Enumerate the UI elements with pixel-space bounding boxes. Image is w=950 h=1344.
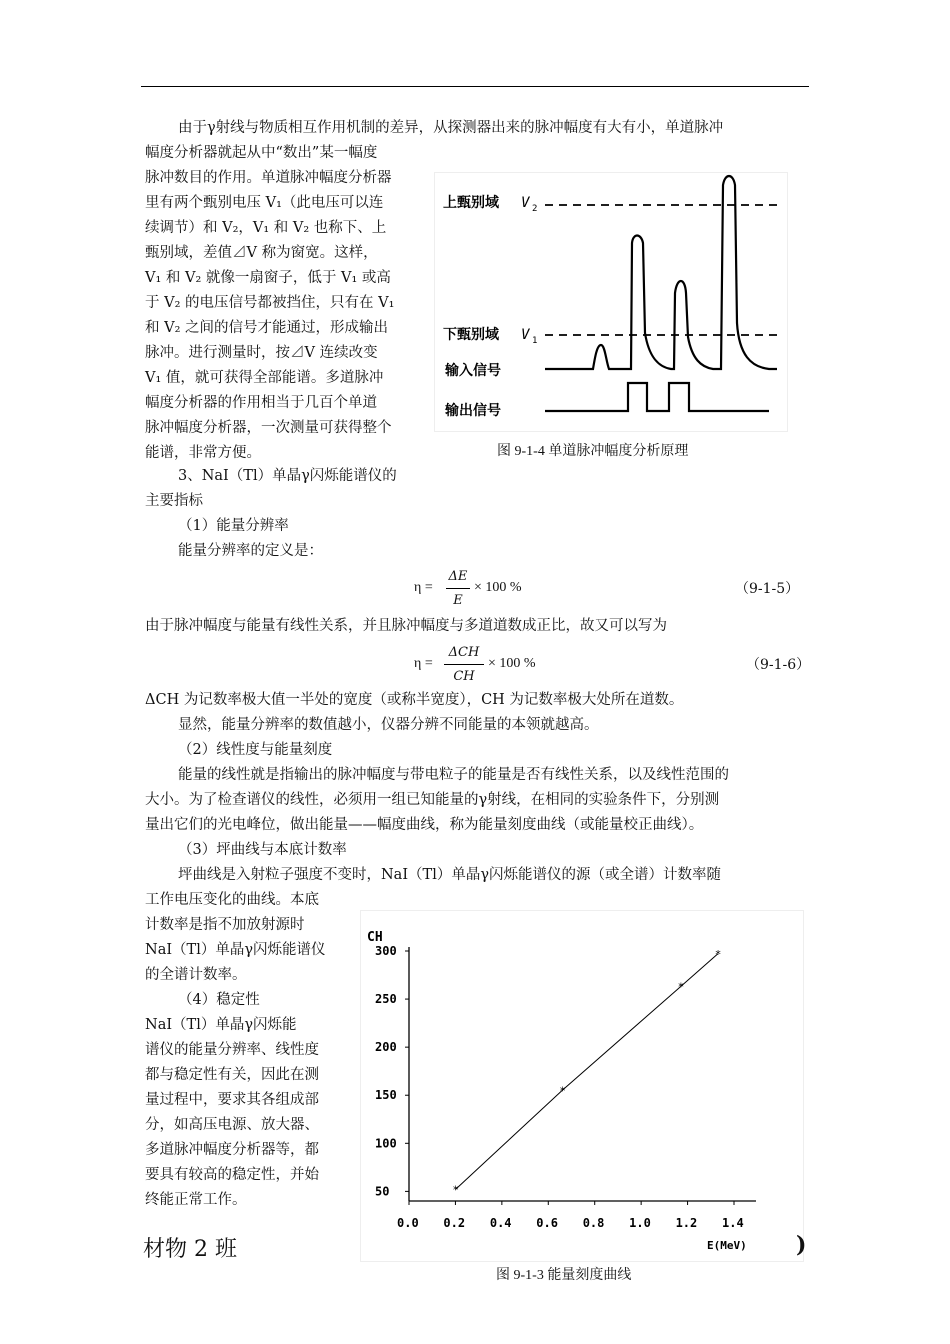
paragraph-line: 于 V₂ 的电压信号都被挡住，只有在 V₁ <box>145 295 395 311</box>
paragraph-line: 由于γ射线与物质相互作用机制的差异，从探测器出来的脉冲幅度有大有小，单道脉冲 <box>178 120 724 136</box>
eq1-lhs: η = <box>414 580 433 595</box>
paragraph-line: NaI（Tl）单晶γ闪烁能 <box>145 1017 297 1033</box>
eq2-denominator: CH <box>453 669 475 684</box>
output-signal-label: 输出信号 <box>445 403 501 419</box>
paragraph-line: 由于脉冲幅度与能量有线性关系，并且脉冲幅度与多道道数成正比，故又可以写为 <box>145 618 667 634</box>
paragraph-line: 甄别域，差值⊿V 称为窗宽。这样， <box>145 245 378 261</box>
paragraph-line: 脉冲。进行测量时，按⊿V 连续改变 <box>145 345 378 361</box>
eq2-number: （9-1-6） <box>746 657 811 673</box>
x-tick-label: 0.8 <box>582 1216 605 1230</box>
x-tick-label: 1.4 <box>722 1216 744 1230</box>
paragraph-line: 坪曲线是入射粒子强度不变时，NaI（Tl）单晶γ闪烁能谱仪的源（或全谱）计数率随 <box>178 867 722 883</box>
eq1-rhs: × 100 % <box>474 580 522 595</box>
paragraph-line: 幅度分析器的作用相当于几百个单道 <box>145 395 377 411</box>
paragraph-line: 终能正常工作。 <box>145 1192 247 1208</box>
chart-ylabel: CH <box>367 930 383 945</box>
x-tick-label: 0.4 <box>489 1216 512 1230</box>
eq2-rhs: × 100 % <box>488 656 536 671</box>
paragraph-line: 脉冲幅度分析器，一次测量可获得整个 <box>145 420 392 436</box>
paragraph-line: 量出它们的光电峰位，做出能量——幅度曲线，称为能量刻度曲线（或能量校正曲线）。 <box>145 817 704 833</box>
footer-class-label: 材物 2 班 <box>143 1237 237 1262</box>
subheading-resolution: （1）能量分辨率 <box>178 518 289 534</box>
paragraph-line: 工作电压变化的曲线。本底 <box>145 892 319 908</box>
paragraph-line: 谱仪的能量分辨率、线性度 <box>145 1042 319 1058</box>
subheading-stability: （4）稳定性 <box>178 992 260 1008</box>
figure-single-channel-analyzer <box>434 172 788 432</box>
paragraph-line: ΔCH 为记数率极大值一半处的宽度（或称半宽度），CH 为记数率极大处所在道数。 <box>145 692 684 708</box>
y-tick-label: 250 <box>375 992 397 1007</box>
eq1-numerator: ΔE <box>448 569 468 584</box>
footer-page-mark: ) <box>796 1232 807 1258</box>
paragraph-line: 和 V₂ 之间的信号才能通过，形成输出 <box>145 320 389 336</box>
section-heading: 3、NaI（Tl）单晶γ闪烁能谱仪的 <box>178 468 397 484</box>
x-tick-label: 1.0 <box>629 1216 651 1230</box>
paragraph-line: 要具有较高的稳定性，并始 <box>145 1167 319 1183</box>
paragraph-line: 里有两个甄别电压 V₁（此电压可以连 <box>145 195 384 211</box>
data-point-marker: * <box>559 1084 566 1098</box>
figure-energy-calibration <box>360 910 807 1262</box>
eq2-fraction-bar <box>444 664 484 665</box>
paragraph-line: 的全谱计数率。 <box>145 967 247 983</box>
paragraph-line: 计数率是指不加放射源时 <box>145 917 305 933</box>
x-tick-label: 0.2 <box>443 1216 466 1230</box>
y-tick-label: 200 <box>375 1040 397 1055</box>
paragraph-line: 脉冲数目的作用。单道脉冲幅度分析器 <box>145 170 392 186</box>
eq1-fraction-bar <box>446 588 470 589</box>
eq2-numerator: ΔCH <box>448 645 480 660</box>
section-heading-cont: 主要指标 <box>145 493 203 509</box>
paragraph-line: 能量的线性就是指输出的脉冲幅度与带电粒子的能量是否有线性关系，以及线性范围的 <box>178 767 729 783</box>
v1-label: V <box>521 327 530 343</box>
v1-sub: 1 <box>532 336 538 346</box>
lower-threshold-label: 下甄别域 <box>443 327 499 343</box>
y-tick-label: 100 <box>375 1136 397 1151</box>
x-tick-label: 0.0 <box>397 1216 419 1230</box>
paragraph-line: 幅度分析器就起从中“数出”某一幅度 <box>145 145 378 161</box>
paragraph-line: 分，如高压电源、放大器、 <box>145 1117 319 1133</box>
chart-xlabel: E(MeV) <box>707 1239 747 1252</box>
paragraph-line: 都与稳定性有关，因此在测 <box>145 1067 319 1083</box>
data-point-marker: * <box>677 980 685 994</box>
paragraph-line: 量过程中，要求其各组成部 <box>145 1092 319 1108</box>
header-rule <box>141 86 809 87</box>
eq2-lhs: η = <box>414 656 433 671</box>
eq1-denominator: E <box>453 593 463 608</box>
paragraph-line: NaI（Tl）单晶γ闪烁能谱仪 <box>145 942 326 958</box>
y-tick-label: 50 <box>375 1184 390 1199</box>
subheading-plateau: （3）坪曲线与本底计数率 <box>178 842 347 858</box>
definition-intro: 能量分辨率的定义是： <box>178 543 323 559</box>
input-signal-label: 输入信号 <box>445 363 501 379</box>
x-tick-label: 0.6 <box>536 1216 558 1230</box>
figure2-caption: 图 9-1-3 能量刻度曲线 <box>496 1268 632 1283</box>
calibration-chart <box>361 911 803 1261</box>
subheading-linearity: （2）线性度与能量刻度 <box>178 742 333 758</box>
paragraph-line: V₁ 值，就可获得全部能谱。多道脉冲 <box>145 370 384 386</box>
paragraph-line: 多道脉冲幅度分析器等，都 <box>145 1142 319 1158</box>
analyzer-diagram <box>435 173 787 431</box>
paragraph-line: 大小。为了检查谱仪的线性，必须用一组已知能量的γ射线，在相同的实验条件下，分别测 <box>145 792 720 808</box>
paragraph-line: 能谱，非常方便。 <box>145 445 261 461</box>
upper-threshold-label: 上甄别域 <box>443 195 499 211</box>
paragraph-line: 续调节）和 V₂，V₁ 和 V₂ 也称下、上 <box>145 220 387 236</box>
v2-label: V <box>521 195 530 211</box>
data-point-marker: * <box>714 947 722 961</box>
data-point-marker: * <box>452 1183 460 1197</box>
y-tick-label: 150 <box>375 1088 397 1103</box>
paragraph-line: 显然，能量分辨率的数值越小，仪器分辨不同能量的本领就越高。 <box>178 717 599 733</box>
figure1-caption: 图 9-1-4 单道脉冲幅度分析原理 <box>497 444 689 459</box>
y-tick-label: 300 <box>375 944 397 958</box>
x-tick-label: 1.2 <box>675 1216 698 1230</box>
v2-sub: 2 <box>532 204 538 214</box>
eq1-number: （9-1-5） <box>735 581 800 597</box>
paragraph-line: V₁ 和 V₂ 就像一扇窗子，低于 V₁ 或高 <box>145 270 391 286</box>
output-pulse-waveform <box>545 383 769 411</box>
